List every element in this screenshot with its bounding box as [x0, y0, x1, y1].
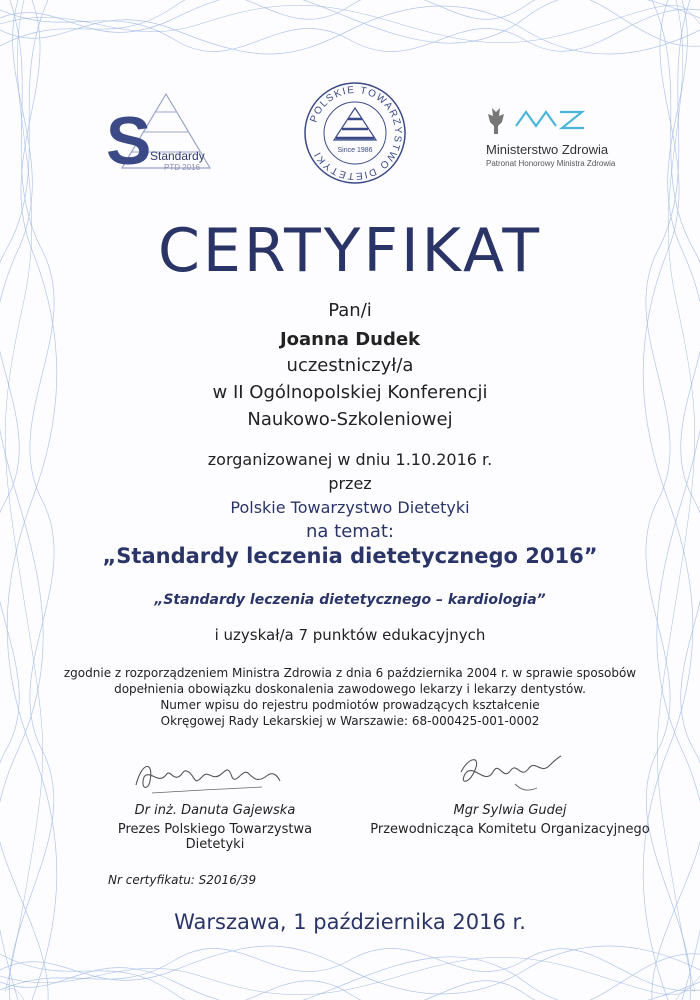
education-points: i uzyskał/a 7 punktów edukacyjnych	[214, 626, 486, 644]
ministry-logo	[478, 104, 628, 174]
organized-date: zorganizowanej w dniu 1.10.2016 r.	[207, 450, 493, 469]
organizer-name: Polskie Towarzystwo Dietetyki	[230, 498, 470, 517]
ptd-ring-text: POLSKIE TOWARZYSTWO DIETETYKI	[308, 84, 404, 182]
legal-line-2: dopełnienia obowiązku doskonalenia zawodowego lekarzy i lekarzy dentystów.	[114, 682, 586, 696]
legal-line-4: Okręgowej Rady Lekarskiej w Warszawie: 68-000425-001-0002	[160, 714, 540, 728]
left-signatory-role: Prezes Polskiego Towarzystwa Dietetyki	[117, 822, 313, 852]
conference-line-1: w II Ogólnopolskiej Konferencji	[212, 382, 488, 403]
right-signature-block	[370, 803, 650, 837]
right-signatory-role: Przewodnicząca Komitetu Organizacyjnego	[370, 822, 650, 837]
eagle-emblem-icon	[488, 108, 504, 134]
conference-subtopic: „Standardy leczenia dietetycznego – kardiologia”	[154, 592, 546, 608]
left-signature-block	[90, 803, 340, 852]
participated-text: uczestniczył/a	[286, 355, 414, 376]
standardy-logo	[104, 90, 214, 174]
ministry-name-text: Ministerstwo Zdrowia	[486, 142, 609, 157]
legal-line-3: Numer wpisu do rejestru podmiotów prowadzących kształcenie	[160, 698, 540, 712]
left-signature-scribble	[132, 755, 282, 800]
right-signature-scribble	[455, 752, 565, 797]
place-and-date: Warszawa, 1 października 2016 r.	[174, 910, 526, 934]
svg-text:POLSKIE TOWARZYSTWO DIETETYKI	[309, 85, 404, 181]
on-topic-text: na temat:	[306, 521, 394, 542]
right-signatory-name: Mgr Sylwia Gudej	[453, 803, 567, 818]
left-signatory-name: Dr inż. Danuta Gajewska	[134, 803, 296, 818]
certificate-title: CERTYFIKAT	[158, 216, 542, 286]
ptd-since-text: Since 1986	[337, 147, 373, 154]
by-text: przez	[328, 474, 372, 493]
ptd-seal-logo	[300, 78, 410, 188]
recipient-name: Joanna Dudek	[279, 329, 421, 350]
standardy-brand-text: Standardy	[150, 149, 205, 163]
conference-line-2: Naukowo-Szkoleniowej	[247, 409, 453, 430]
certificate-number: Nr certyfikatu: S2016/39	[108, 873, 257, 887]
ministry-sub-text: Patronat Honorowy Ministra Zdrowia	[486, 159, 616, 168]
standardy-sub-text: PTD 2016	[164, 163, 201, 172]
salutation: Pan/i	[328, 300, 372, 321]
legal-line-1: zgodnie z rozporządzeniem Ministra Zdrowia z dnia 6 października 2004 r. w sprawie sposobów	[63, 666, 637, 680]
conference-topic: „Standardy leczenia dietetycznego 2016”	[102, 544, 598, 568]
svg-text:S: S	[106, 103, 152, 174]
